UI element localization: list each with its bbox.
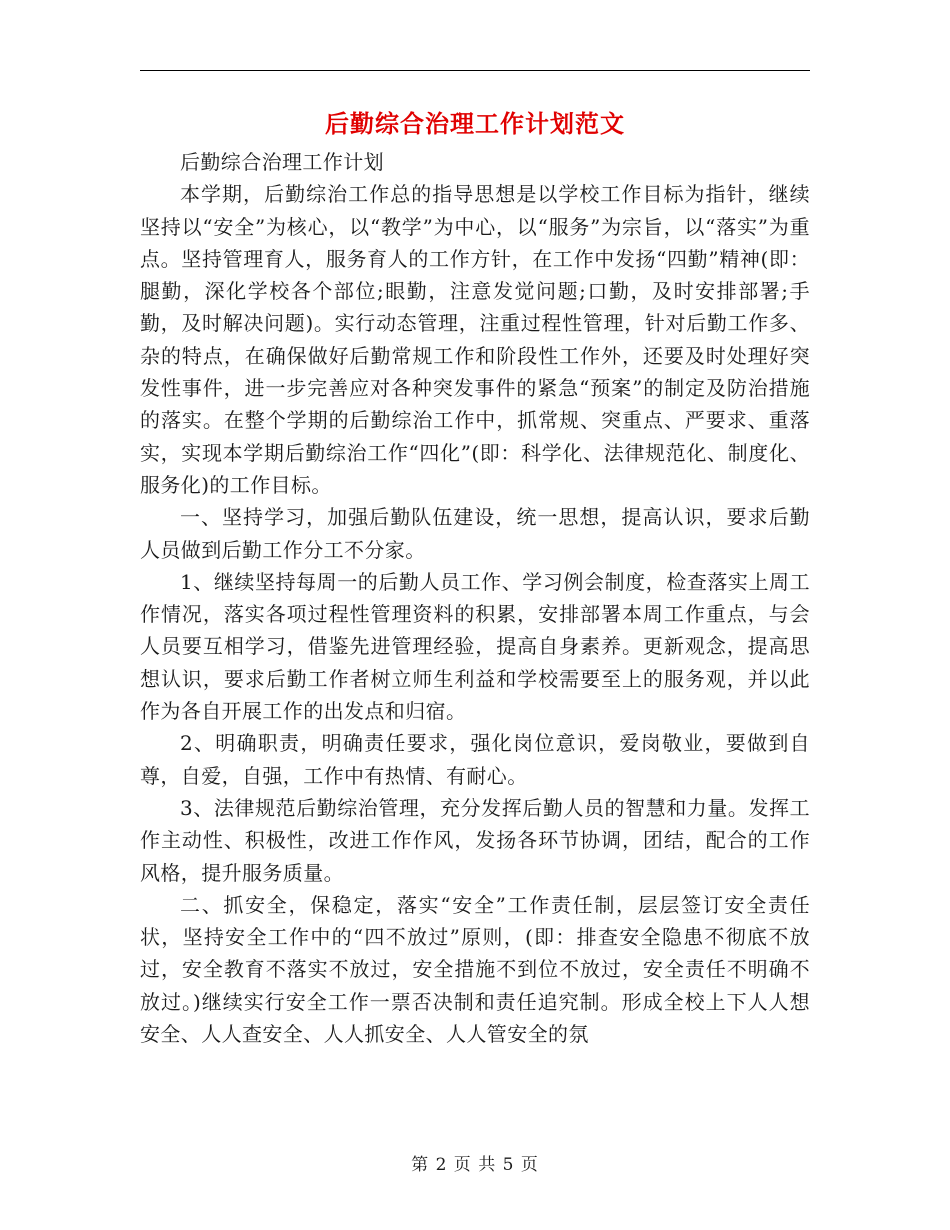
document-body bbox=[140, 146, 810, 1050]
paragraph-subtitle: 后勤综合治理工作计划 bbox=[180, 150, 384, 174]
paragraph-section-two: 二、抓安全，保稳定，落实“安全”工作责任制，层层签订安全责任状，坚持安全工作中的“四不放过”原则，(即：排查安全隐患不彻底不放过，安全教育不落实不放过，安全措施不到位不放过，安全责任不明确不放过。)继续实行安全工作一票否决制和责任追究制。形成全校上下人人想安全、人人查安全、人人抓安全、人人管安全的氛 bbox=[140, 892, 810, 1047]
paragraph-guiding-ideology: 本学期，后勤综治工作总的指导思想是以学校工作目标为指针，继续坚持以“安全”为核心，以“教学”为中心，以“服务”为宗旨，以“落实”为重点。坚持管理育人，服务育人的工作方针，在工作中发扬“四勤”精神(即：腿勤，深化学校各个部位;眼勤，注意发觉问题;口勤，及时安排部署;手勤，及时解决问题)。实行动态管理，注重过程性管理，针对后勤工作多、杂的特点，在确保做好后勤常规工作和阶段性工作外，还要及时处理好突发性事件，进一步完善应对各种突发事件的紧急“预案”的制定及防治措施的落实。在整个学期的后勤综治工作中，抓常规、突重点、严要求、重落实，实现本学期后勤综治工作“四化”(即：科学化、法律规范化、制度化、服务化)的工作目标。 bbox=[140, 182, 810, 497]
paragraph-item-2: 2、明确职责，明确责任要求，强化岗位意识，爱岗敬业，要做到自尊，自爱，自强，工作中有热情、有耐心。 bbox=[140, 731, 810, 788]
header-rule bbox=[140, 70, 810, 71]
paragraph-item-3: 3、法律规范后勤综治管理，充分发挥后勤人员的智慧和力量。发挥工作主动性、积极性，改进工作作风，发扬各环节协调，团结，配合的工作风格，提升服务质量。 bbox=[140, 795, 810, 885]
paragraph-item-1: 1、继续坚持每周一的后勤人员工作、学习例会制度，检查落实上周工作情况，落实各项过程性管理资料的积累，安排部署本周工作重点，与会人员要互相学习，借鉴先进管理经验，提高自身素养。更新观念，提高思想认识，要求后勤工作者树立师生利益和学校需要至上的服务观，并以此作为各自开展工作的出发点和归宿。 bbox=[140, 569, 810, 724]
document-title: 后勤综合治理工作计划范文 bbox=[325, 109, 625, 138]
paragraph-section-one: 一、坚持学习，加强后勤队伍建设，统一思想，提高认识，要求后勤人员做到后勤工作分工不分家。 bbox=[140, 505, 810, 562]
page-number-footer: 第 2 页 共 5 页 bbox=[411, 1155, 539, 1175]
